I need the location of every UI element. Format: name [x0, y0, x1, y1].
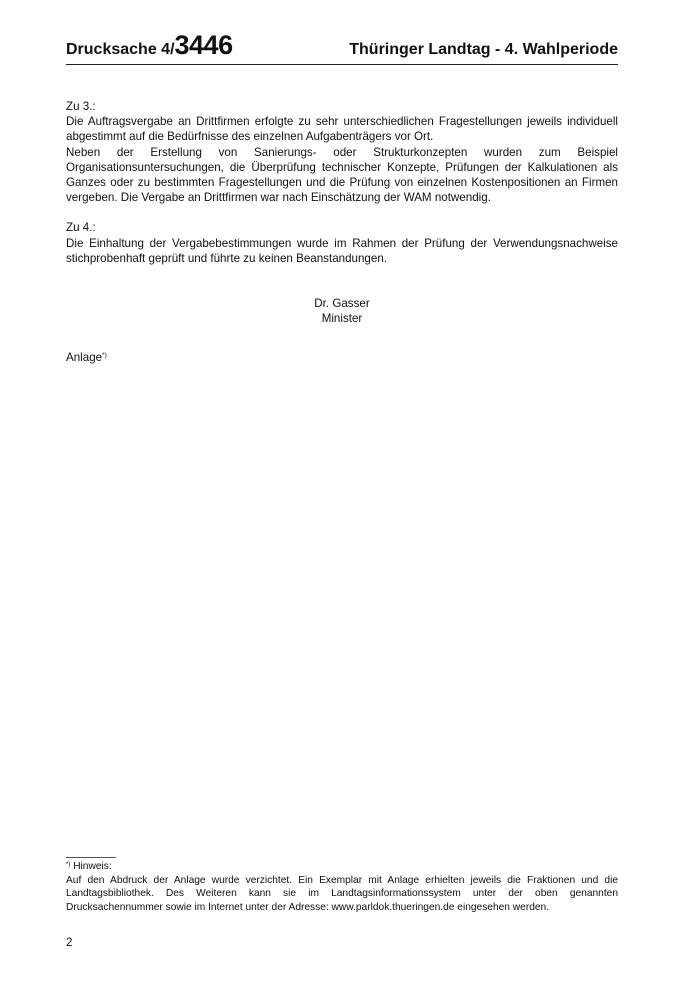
document-prefix: Drucksache 4/ [66, 41, 175, 58]
section-4-paragraph-1: Die Einhaltung der Vergabebestimmungen wurde im Rahmen der Prüfung der Verwendungsnachweise stichprobenhaft geprüft und führte zu keinen Beanstandungen. [66, 236, 618, 265]
section-3-paragraph-1: Die Auftragsvergabe an Drittfirmen erfolgte zu sehr unterschiedlichen Fragestellungen jeweils individuell abgestimmt auf die Bedürfnisse des einzelnen Aufgabenträgers vor Ort. [66, 115, 618, 144]
document-number: 3446 [174, 30, 233, 60]
signatory-name: Dr. Gasser [314, 297, 370, 310]
document-id [66, 30, 233, 61]
attachment-label: Anlage [66, 351, 103, 364]
footnote-divider [66, 857, 116, 858]
signatory-title: Minister [321, 312, 363, 325]
footnote-marker: *) [66, 862, 71, 868]
footnote [66, 859, 618, 914]
footnote-label: Hinweis: [73, 861, 112, 872]
section-3-heading: Zu 3.: [66, 100, 96, 113]
section-3-paragraph-2: Neben der Erstellung von Sanierungs- oder Strukturkonzepten wurden zum Beispiel Organisationsuntersuchungen, die Überprüfung technischer Konzepte, Prüfungen der Kalkulationen als Ganzes oder zu bestimmten Fragestellungen und die Prüfung von einzelnen Kostenpositionen an Firmen vergeben. Die Vergabe an Drittfirmen war nach Einschätzung der WAM notwendig. [66, 145, 618, 205]
page-number: 2 [66, 936, 73, 949]
body-text [66, 99, 618, 266]
paragraph-gap [66, 205, 618, 220]
footnote-text: Auf den Abdruck der Anlage wurde verzichtet. Ein Exemplar mit Anlage erhielten jeweils die Fraktionen und die Landtagsbibliothek. Des Weiteren kann sie im Landtagsinformationssystem unter der oben genannten Drucksachennummer sowie im Internet unter der Adresse: www.parldok.thueringen.de eingesehen werden. [66, 874, 618, 913]
signature-block [66, 296, 618, 326]
attachment-note [66, 351, 107, 364]
section-4-heading: Zu 4.: [66, 221, 96, 235]
attachment-marker: *) [102, 352, 107, 359]
page-header [66, 30, 618, 65]
parliament-title: Thüringer Landtag - 4. Wahlperiode [349, 41, 618, 58]
